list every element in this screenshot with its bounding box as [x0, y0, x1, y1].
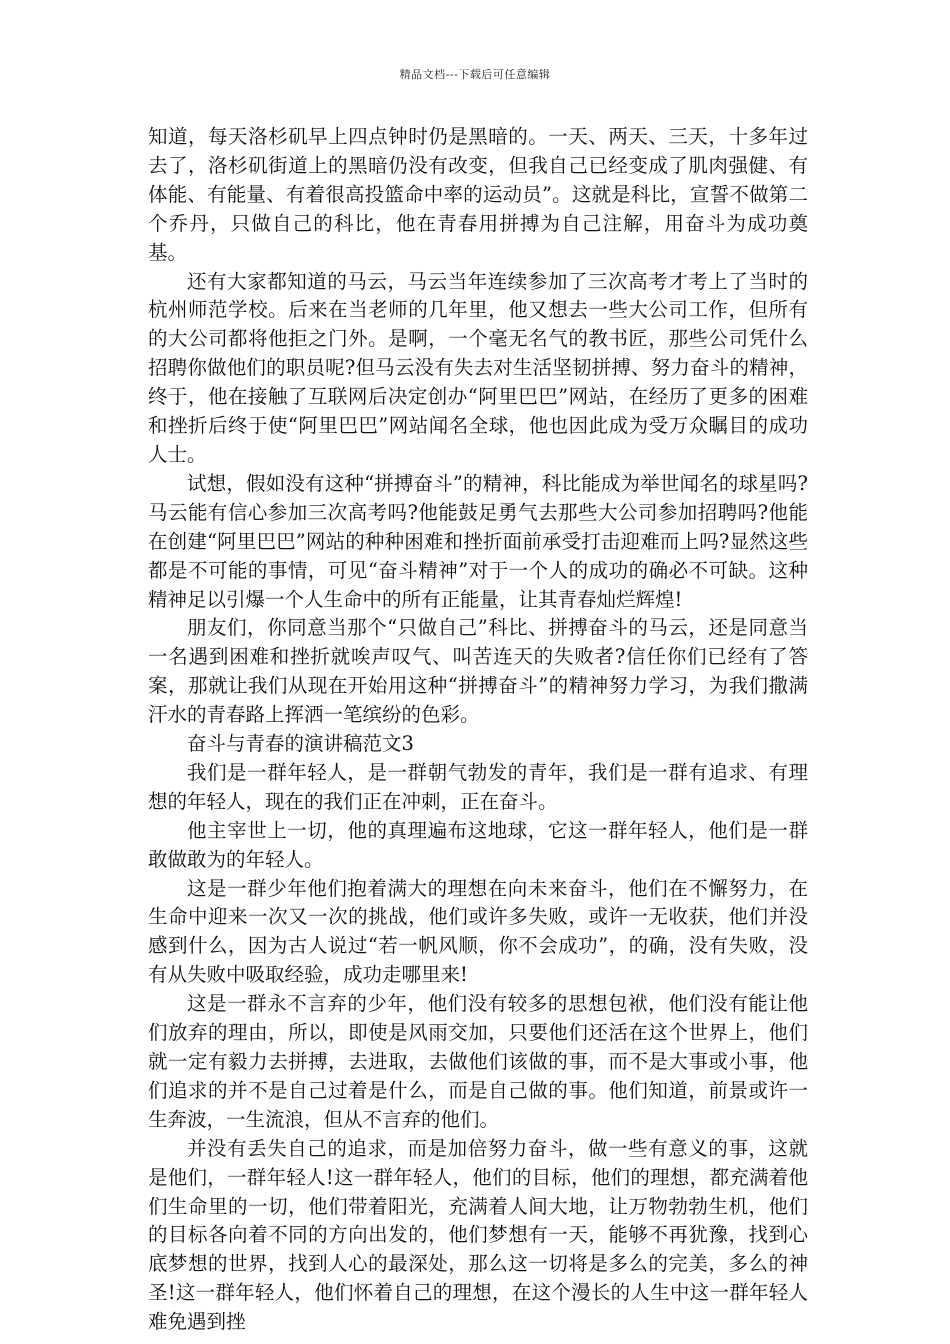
- paragraph: 还有大家都知道的马云，马云当年连续参加了三次高考才考上了当时的杭州师范学校。后来在当老师的几年里，他又想去一些大公司工作，但所有的大公司都将他拒之门外。是啊，一个毫无名气的教书匠，那些公司凭什么招聘你做他们的职员呢?但马云没有失去对生活坚韧拼搏、努力奋斗的精神，终于，他在接触了互联网后决定创办“阿里巴巴”网站，在经历了更多的困难和挫折后终于使“阿里巴巴”网站闻名全球，他也因此成为受万众瞩目的成功人士。: [148, 269, 808, 466]
- paragraph-continuation: 知道，每天洛杉矶早上四点钟时仍是黑暗的。一天、两天、三天，十多年过去了，洛杉矶街道上的黑暗仍没有改变，但我自己已经变成了肌肉强健、有体能、有能量、有着很高投篮命中率的运动员”。这就是科比，宣誓不做第二个乔丹，只做自己的科比，他在青春用拼搏为自己注解，用奋斗为成功奠基。: [148, 125, 808, 264]
- paragraph: 他主宰世上一切，他的真理遍布这地球，它这一群年轻人，他们是一群敢做敢为的年轻人。: [148, 818, 808, 871]
- paragraph: 这是一群少年他们抱着满大的理想在向未来奋斗，他们在不懈努力，在生命中迎来一次又一次的挑战，他们或许多失败，或许一无收获，他们并没感到什么，因为古人说过“若一帆风顺，你不会成功”，的确，没有失败，没有从失败中吸取经验，成功走哪里来!: [148, 876, 808, 987]
- paragraph: 我们是一群年轻人，是一群朝气勃发的青年，我们是一群有追求、有理想的年轻人，现在的我们正在冲刺，正在奋斗。: [148, 760, 808, 813]
- paragraph: 朋友们，你同意当那个“只做自己”科比、拼搏奋斗的马云，还是同意当一名遇到困难和挫折就唉声叹气、叫苦连天的失败者?信任你们已经有了答案，那就让我们从现在开始用这种“拼搏奋斗”的精神努力学习，为我们撒满汗水的青春路上挥洒一笔缤纷的色彩。: [148, 616, 808, 727]
- page-header: 精品文档---下载后可任意编辑: [399, 68, 551, 81]
- paragraph: 试想，假如没有这种“拼搏奋斗”的精神，科比能成为举世闻名的球星吗?马云能有信心参加三次高考吗?他能鼓足勇气去那些大公司参加招聘吗?他能在创建“阿里巴巴”网站的种种困难和挫折面前承受打击迎难而上吗?显然这些都是不可能的事情，可见“奋斗精神”对于一个人的成功的确必不可缺。这种精神足以引爆一个人生命中的所有正能量，让其青春灿烂辉煌!: [148, 471, 808, 611]
- paragraph: 并没有丢失自己的追求，而是加倍努力奋斗，做一些有意义的事，这就是他们，一群年轻人!这一群年轻人，他们的目标，他们的理想，都充满着他们生命里的一切，他们带着阳光，充满着人间大地，让万物勃勃生机，他们的目标各向着不同的方向出发的，他们梦想有一天，能够不再犹豫，找到心底梦想的世界，找到人心的最深处，那么这一切将是多么的完美，多么的神圣!这一群年轻人，他们怀着自己的理想，在这个漫长的人生中这一群年轻人难免遇到挫: [148, 1136, 808, 1334]
- document-body: [148, 123, 808, 1337]
- section-heading: 奋斗与青春的演讲稿范文3: [187, 732, 414, 756]
- paragraph: 这是一群永不言弃的少年，他们没有较多的思想包袱，他们没有能让他们放弃的理由，所以，即使是风雨交加，只要他们还活在这个世界上，他们就一定有毅力去拼搏，去进取，去做他们该做的事，而不是大事或小事，他们追求的并不是自己过着是什么，而是自己做的事。他们知道，前景或许一生奔波，一生流浪，但从不言弃的他们。: [148, 992, 808, 1131]
